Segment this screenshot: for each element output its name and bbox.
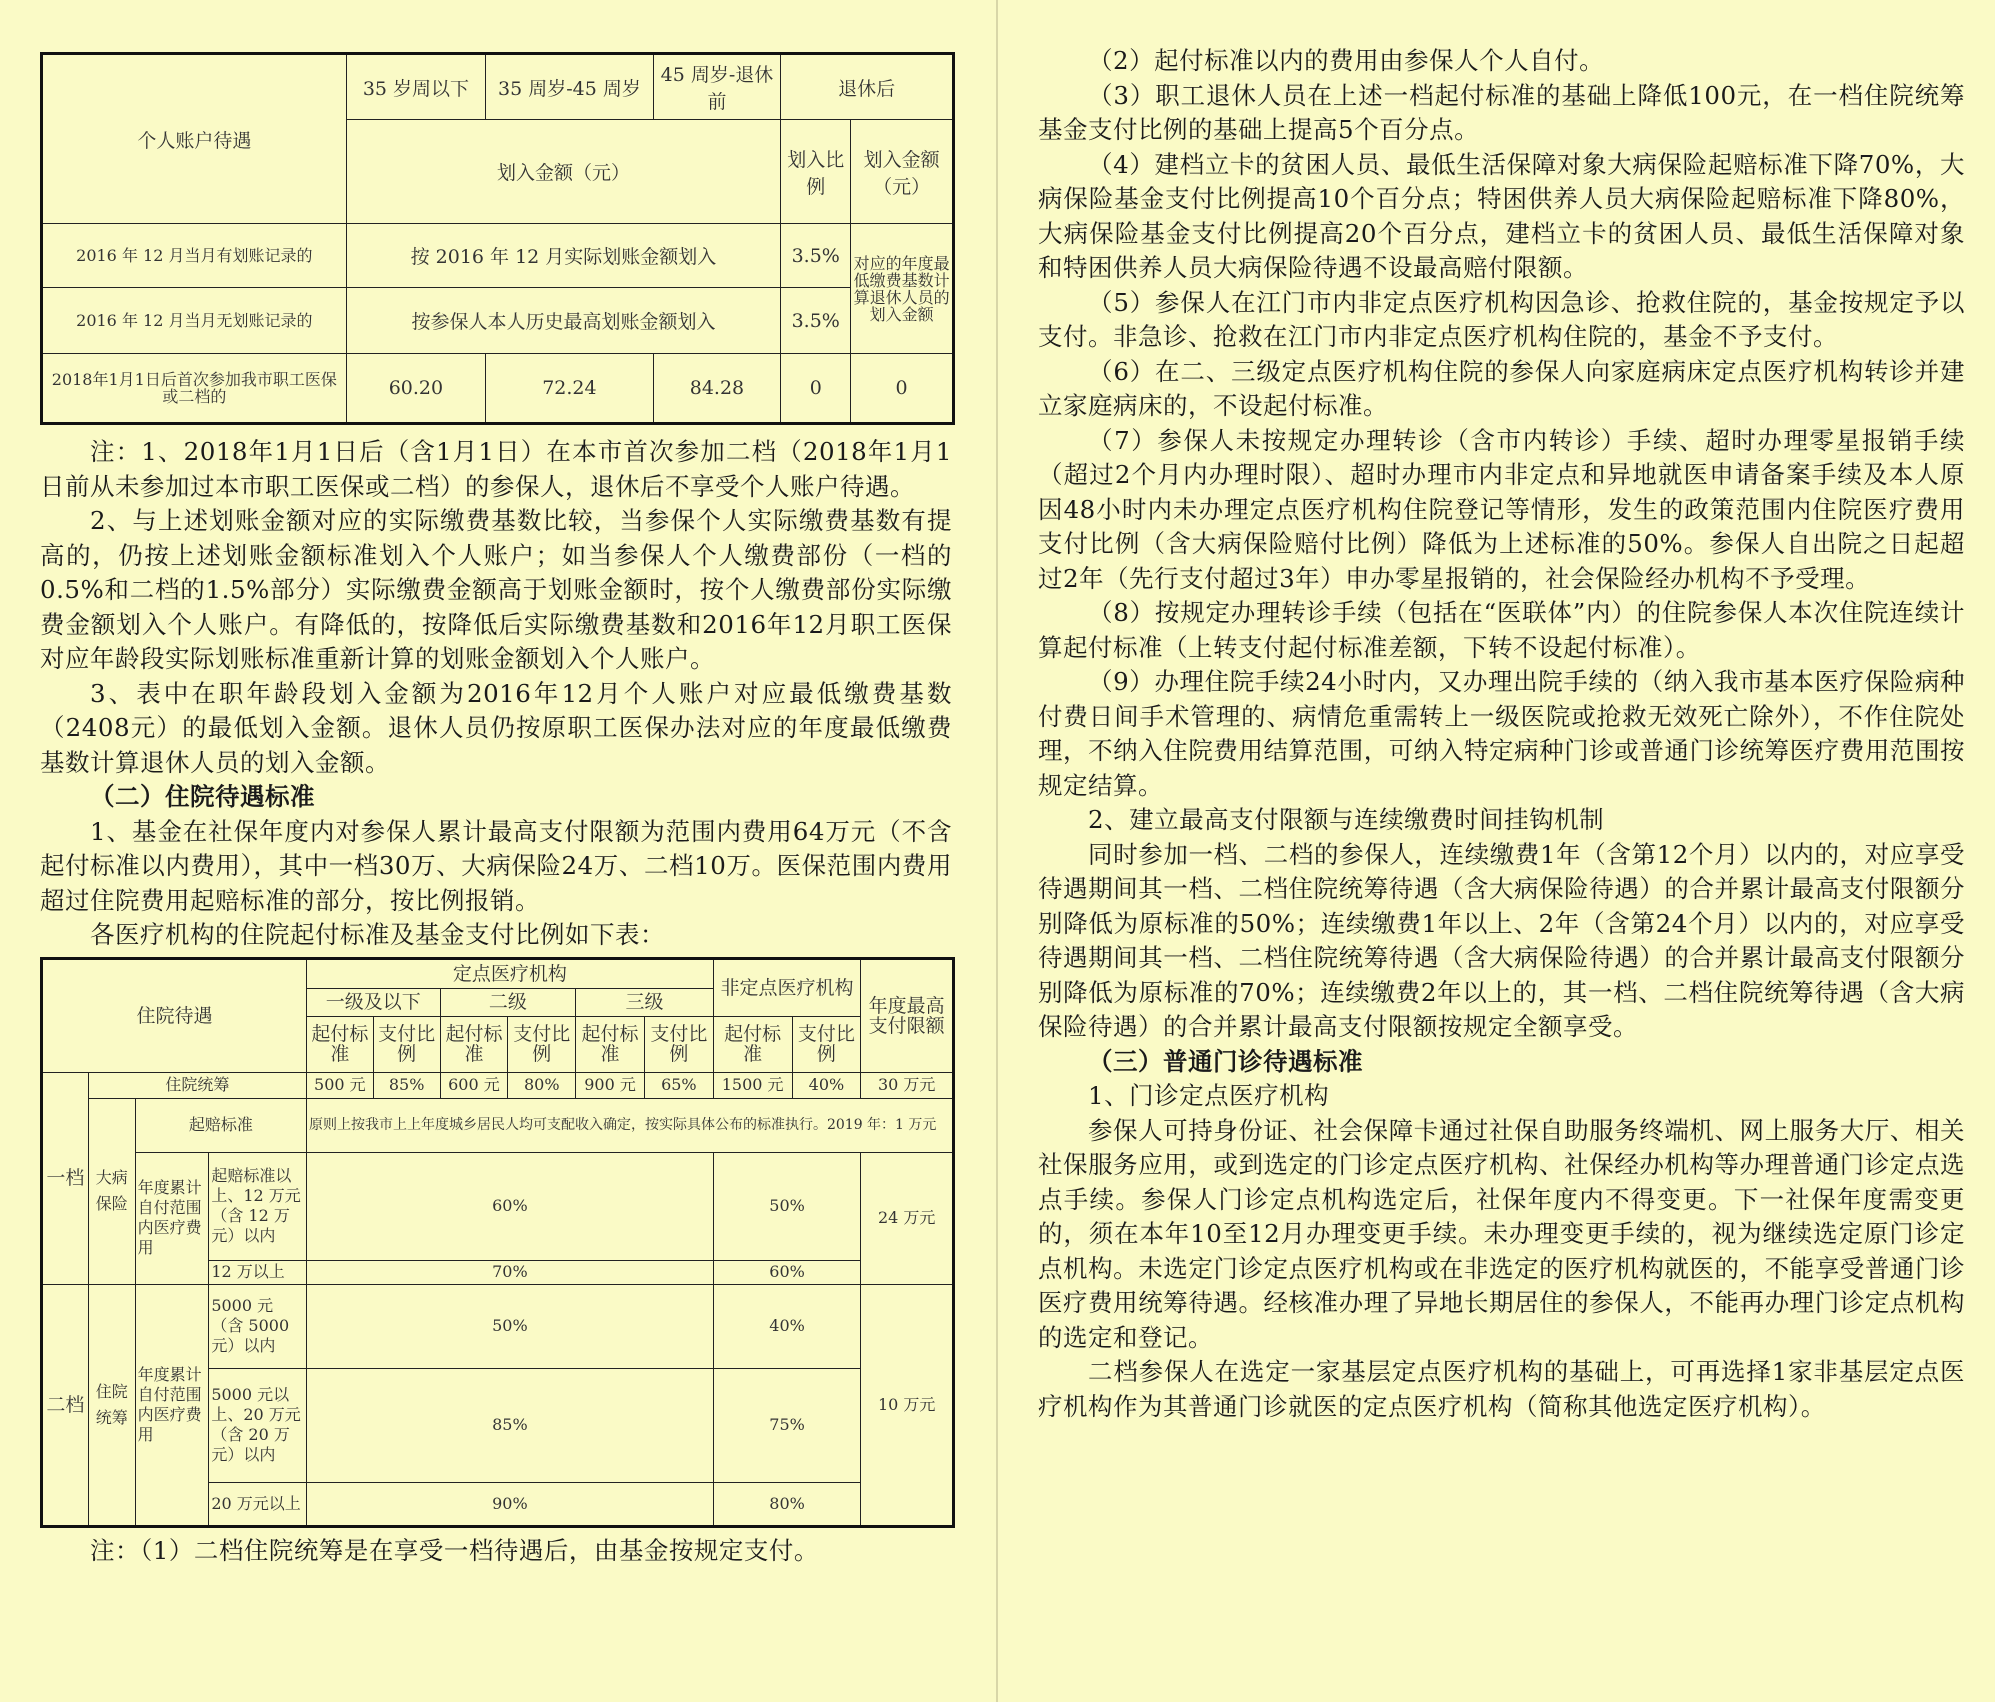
note-paragraph: 3、表中在职年龄段划入金额为2016年12月个人账户对应最低缴费基数（2408元）的最低划入金额。退休人员仍按原职工医保办法对应的年度最低缴费基数计算退休人员的划入金额。 (40, 678, 952, 777)
claim-standard-note: 原则上按我市上上年度城乡居民人均可支配收入确定，按实际具体公布的标准执行。2019 年：1 万元 (306, 1098, 953, 1152)
cell-value: 60% (306, 1152, 713, 1260)
body-paragraph: （7）参保人未按规定办理转诊（含市内转诊）手续、超时办理零星报销手续（超过2个月内办理时限）、超时办理市内非定点和异地就医申请备案手续及本人原因48小时内未办理定点医疗机构住院登记等情形，发生的政策范围内住院医疗费用支付比例（含大病保险赔付比例）降低为上述标准的50%。参保人自出院之日起超过2年（先行支付超过3年）申办零星报销的，社会保险经办机构不予受理。 (1038, 425, 1965, 593)
row-value: 按 2016 年 12 月实际划账金额划入 (346, 224, 781, 288)
cell-value: 40% (713, 1284, 861, 1368)
note-paragraph: 2、与上述划账金额对应的实际缴费基数比较，当参保个人实际缴费基数有提高的，仍按上述划账金额标准划入个人账户；如当参保人个人缴费部份（一档的0.5%和二档的1.5%部分）实际缴费金额高于划账金额时，按个人缴费部份实际缴费金额划入个人账户。有降低的，按降低后实际缴费基数和2016年12月职工医保对应年龄段实际划账标准重新计算的划账金额划入个人账户。 (40, 506, 952, 673)
cell-value: 90% (306, 1482, 713, 1526)
serious-illness-label: 大病保险 (88, 1098, 135, 1284)
range-label: 12 万以上 (209, 1260, 307, 1284)
row-ratio: 3.5% (781, 224, 851, 288)
row-value: 72.24 (486, 354, 653, 424)
section-heading: （二）住院待遇标准 (90, 782, 315, 811)
row-ratio: 3.5% (781, 288, 851, 354)
row-value: 84.28 (653, 354, 781, 424)
left-column (0, 0, 990, 1568)
sub-amount-retired: 划入金额（元） (851, 120, 954, 224)
level-header: 二级 (440, 988, 576, 1016)
limit-value: 24 万元 (861, 1152, 954, 1284)
row-value: 0 (781, 354, 851, 424)
subsection-title: 2、建立最高支付限额与连续缴费时间挂钩机制 (1088, 805, 1605, 834)
sub-amount: 划入金额（元） (346, 120, 781, 224)
body-paragraph: （5）参保人在江门市内非定点医疗机构因急诊、抢救住院的，基金按规定予以支付。非急诊、抢救在江门市内非定点医疗机构住院的，基金不予支付。 (1038, 287, 1965, 351)
cell-value: 80% (713, 1482, 861, 1526)
body-paragraph: （6）在二、三级定点医疗机构住院的参保人向家庭病床定点医疗机构转诊并建立家庭病床的，不设起付标准。 (1038, 356, 1965, 420)
age-col: 35 周岁-45 周岁 (486, 54, 653, 120)
hospital-benefit-table (40, 957, 955, 1528)
note-paragraph: 注：1、2018年1月1日后（含1月1日）在本市首次参加二档（2018年1月1日前从未参加过本市职工医保或二档）的参保人，退休后不享受个人账户待遇。 (40, 437, 952, 501)
right-column (1002, 0, 1995, 1424)
range-label: 5000 元以上、20 万元（含 20 万元）以内 (209, 1368, 307, 1482)
tier-label: 二档 (42, 1284, 89, 1526)
cell-value: 80% (508, 1072, 576, 1098)
cell-value: 75% (713, 1368, 861, 1482)
cell-value: 50% (713, 1152, 861, 1260)
row-value: 60.20 (346, 354, 486, 424)
retire-note: 对应的年度最低缴费基数计算退休人员的划入金额 (851, 224, 954, 354)
range-label: 20 万元以上 (209, 1482, 307, 1526)
personal-account-table (40, 52, 955, 425)
row-value: 0 (851, 354, 954, 424)
table-note: 注：（1）二档住院统筹是在享受一档待遇后，由基金按规定支付。 (90, 1535, 819, 1565)
row-value: 按参保人本人历史最高划账金额划入 (346, 288, 781, 354)
cell-value: 85% (373, 1072, 440, 1098)
body-paragraph: 1、基金在社保年度内对参保人累计最高支付限额为范围内费用64万元（不含起付标准以内费用），其中一档30万、大病保险24万、二档10万。医保范围内费用超过住院费用起赔标准的部分，按比例报销。 (40, 816, 952, 915)
cell-value: 70% (306, 1260, 713, 1284)
cell-value: 40% (792, 1072, 861, 1098)
table-corner: 个人账户待遇 (42, 54, 347, 224)
range-label: 5000 元（含 5000 元）以内 (209, 1284, 307, 1368)
pay-header: 支付比例 (792, 1016, 861, 1072)
cell-value: 85% (306, 1368, 713, 1482)
age-col: 35 岁周以下 (346, 54, 486, 120)
tier-label: 一档 (42, 1072, 89, 1284)
cell-value: 50% (306, 1284, 713, 1368)
body-paragraph: （2）起付标准以内的费用由参保人个人自付。 (1088, 46, 1605, 75)
table-corner: 住院待遇 (42, 958, 307, 1072)
row-label: 2018年1月1日后首次参加我市职工医保或二档的 (42, 354, 347, 424)
subsection-title: 1、门诊定点医疗机构 (1088, 1081, 1330, 1110)
cell-value: 65% (644, 1072, 713, 1098)
annual-limit-header: 年度最高支付限额 (861, 958, 954, 1072)
designated-header: 定点医疗机构 (306, 958, 713, 988)
level-header: 三级 (576, 988, 714, 1016)
start-header: 起付标准 (576, 1016, 645, 1072)
body-paragraph: （3）职工退休人员在上述一档起付标准的基础上降低100元，在一档住院统筹基金支付比例的基础上提高5个百分点。 (1038, 80, 1965, 144)
body-paragraph: （4）建档立卡的贫困人员、最低生活保障对象大病保险起赔标准下降70%，大病保险基金支付比例提高10个百分点；特困供养人员大病保险起赔标准下降80%，大病保险基金支付比例提高20个百分点，建档立卡的贫困人员、最低生活保障对象和特困供养人员大病保险待遇不设最高赔付限额。 (1038, 149, 1965, 282)
row-label: 2016 年 12 月当月无划账记录的 (42, 288, 347, 354)
row-label: 住院统筹 (88, 1072, 306, 1098)
body-paragraph: 参保人可持身份证、社会保障卡通过社保自助服务终端机、网上服务大厅、相关社保服务应用，或到选定的门诊定点医疗机构、社保经办机构等办理普通门诊定点选点手续。参保人门诊定点机构选定后，社保年度内不得变更。下一社保年度需变更的，须在本年10至12月办理变更手续。未办理变更手续的，视为继续选定原门诊定点机构。未选定门诊定点医疗机构或在非选定的医疗机构就医的，不能享受普通门诊医疗费用统筹待遇。经核准办理了异地长期居住的参保人，不能再办理门诊定点机构的选定和登记。 (1038, 1115, 1965, 1352)
pay-header: 支付比例 (508, 1016, 576, 1072)
start-header: 起付标准 (713, 1016, 792, 1072)
body-paragraph: 同时参加一档、二档的参保人，连续缴费1年（含第12个月）以内的，对应享受待遇期间其一档、二档住院统筹待遇（含大病保险待遇）的合并累计最高支付限额分别降低为原标准的50%；连续缴费1年以上、2年（含第24个月）以内的，对应享受待遇期间其一档、二档住院统筹待遇（含大病保险待遇）的合并累计最高支付限额分别降低为原标准的70%；连续缴费2年以上的，其一档、二档住院统筹待遇（含大病保险待遇）的合并累计最高支付限额按规定全额享受。 (1038, 839, 1965, 1041)
start-header: 起付标准 (440, 1016, 508, 1072)
column-divider (996, 0, 998, 1702)
pay-header: 支付比例 (373, 1016, 440, 1072)
start-header: 起付标准 (306, 1016, 373, 1072)
row-label: 年度累计自付范围内医疗费用 (135, 1152, 209, 1284)
inpatient-label: 住院统筹 (88, 1284, 135, 1526)
level-header: 一级及以下 (306, 988, 440, 1016)
cell-value: 1500 元 (713, 1072, 792, 1098)
non-designated-header: 非定点医疗机构 (713, 958, 861, 1016)
sub-ratio: 划入比例 (781, 120, 851, 224)
range-label: 起赔标准以上、12 万元（含 12 万元）以内 (209, 1152, 307, 1260)
body-paragraph: 二档参保人在选定一家基层定点医疗机构的基础上，可再选择1家非基层定点医疗机构作为其普通门诊就医的定点医疗机构（简称其他选定医疗机构）。 (1038, 1357, 1965, 1421)
body-paragraph: （8）按规定办理转诊手续（包括在“医联体”内）的住院参保人本次住院连续计算起付标准（上转支付起付标准差额，下转不设起付标准）。 (1038, 598, 1965, 662)
row-label: 年度累计自付范围内医疗费用 (135, 1284, 209, 1526)
body-paragraph: （9）办理住院手续24小时内，又办理出院手续的（纳入我市基本医疗保险病种付费日间手术管理的、病情危重需转上一级医院或抢救无效死亡除外），不作住院处理，不纳入住院费用结算范围，可纳入特定病种门诊或普通门诊统筹医疗费用范围按规定结算。 (1038, 667, 1965, 800)
cell-value: 30 万元 (861, 1072, 954, 1098)
row-label: 起赔标准 (135, 1098, 306, 1152)
cell-value: 900 元 (576, 1072, 645, 1098)
body-paragraph: 各医疗机构的住院起付标准及基金支付比例如下表： (90, 920, 665, 949)
pay-header: 支付比例 (644, 1016, 713, 1072)
cell-value: 500 元 (306, 1072, 373, 1098)
limit-value: 10 万元 (861, 1284, 954, 1526)
row-label: 2016 年 12 月当月有划账记录的 (42, 224, 347, 288)
section-heading: （三）普通门诊待遇标准 (1088, 1046, 1363, 1076)
cell-value: 600 元 (440, 1072, 508, 1098)
age-col: 45 周岁-退休前 (653, 54, 781, 120)
age-col: 退休后 (781, 54, 954, 120)
cell-value: 60% (713, 1260, 861, 1284)
